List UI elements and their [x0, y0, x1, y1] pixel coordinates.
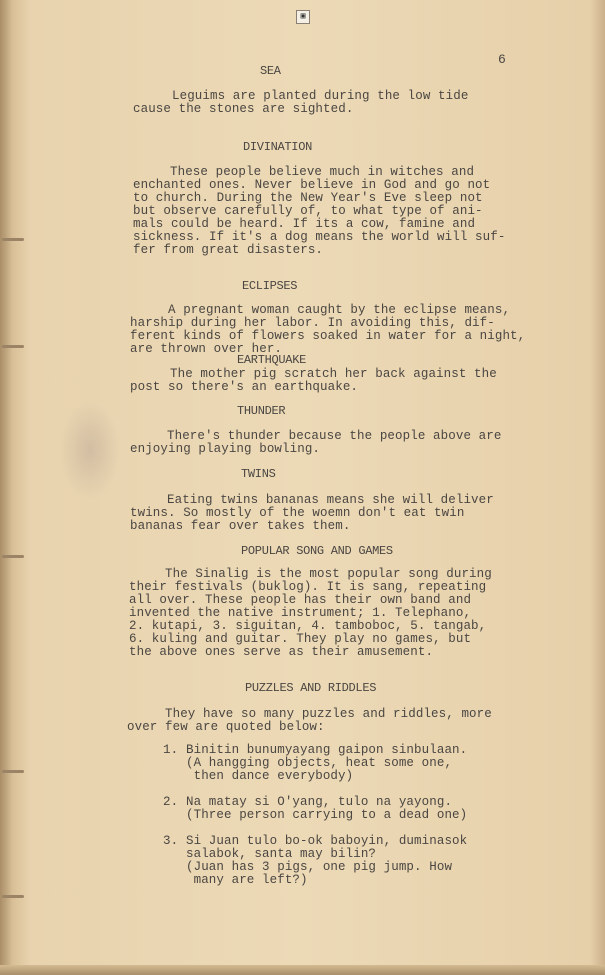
divination-line: to church. During the New Year's Eve sleep not [133, 191, 483, 205]
riddle-number: 2. [163, 795, 179, 809]
thunder-line: enjoying playing bowling. [130, 442, 321, 456]
popular-line: 2. kutapi, 3. siguitan, 4. tamboboc, 5. tangab, [129, 619, 487, 633]
riddle-line: (A hangging objects, heat some one, [186, 756, 453, 770]
eclipses-line: are thrown over her. [130, 342, 283, 356]
heading-earthquake: EARTHQUAKE [237, 353, 307, 367]
page-number: 6 [498, 52, 506, 67]
heading-divination: DIVINATION [243, 140, 313, 154]
thunder-line: There's thunder because the people above are [167, 429, 502, 443]
divination-line: These people believe much in witches and [170, 165, 475, 179]
eclipses-line: harship during her labor. In avoiding this, dif- [130, 316, 495, 330]
bottom-edge [0, 965, 605, 975]
riddle-line: Na matay si O'yang, tulo na yayong. [186, 795, 453, 809]
binding-mark [2, 895, 24, 898]
sea-line: Leguims are planted during the low tide [172, 89, 469, 103]
paper-stain [60, 400, 120, 500]
twins-line: bananas fear over takes them. [130, 519, 351, 533]
riddle-line: many are left?) [186, 873, 308, 887]
popular-line: the above ones serve as their amusement. [129, 645, 434, 659]
divination-line: enchanted ones. Never believe in God and go not [133, 178, 491, 192]
puzzles-line: They have so many puzzles and riddles, more [165, 707, 492, 721]
eclipses-line: ferent kinds of flowers soaked in water for a night, [130, 329, 526, 343]
riddle-number: 3. [163, 834, 179, 848]
riddle-line: (Juan has 3 pigs, one pig jump. How [186, 860, 453, 874]
riddle-line: (Three person carrying to a dead one) [186, 808, 468, 822]
binding-mark [2, 238, 24, 241]
riddle-line: Binitin bunumyayang gaipon sinbulaan. [186, 743, 468, 757]
binding-edge [0, 0, 12, 975]
divination-line: mals could be heard. If its a cow, famine and [133, 217, 476, 231]
earthquake-line: The mother pig scratch her back against the [170, 367, 497, 381]
heading-twins: TWINS [241, 467, 276, 481]
divination-line: fer from great disasters. [133, 243, 324, 257]
eclipses-line: A pregnant woman caught by the eclipse means, [168, 303, 511, 317]
heading-puzzles: PUZZLES AND RIDDLES [245, 681, 377, 695]
binding-mark [2, 555, 24, 558]
heading-sea: SEA [260, 64, 281, 78]
binding-mark [2, 345, 24, 348]
heading-popular-song: POPULAR SONG AND GAMES [241, 544, 393, 558]
earthquake-line: post so there's an earthquake. [130, 380, 359, 394]
popular-line: their festivals (buklog). It is sang, repeating [129, 580, 487, 594]
clip-icon: ▣ [296, 10, 310, 24]
twins-line: Eating twins bananas means she will deliver [167, 493, 494, 507]
popular-line: 6. kuling and guitar. They play no games, but [129, 632, 472, 646]
heading-thunder: THUNDER [237, 404, 286, 418]
binding-mark [2, 770, 24, 773]
heading-eclipses: ECLIPSES [242, 279, 298, 293]
puzzles-line: over few are quoted below: [127, 720, 325, 734]
sea-line: cause the stones are sighted. [133, 102, 354, 116]
divination-line: but observe carefully of, to what type of ani- [133, 204, 483, 218]
riddle-line: then dance everybody) [186, 769, 354, 783]
divination-line: sickness. If it's a dog means the world will suf- [133, 230, 506, 244]
popular-line: The Sinalig is the most popular song during [165, 567, 492, 581]
popular-line: all over. These people has their own band and [129, 593, 472, 607]
riddle-number: 1. [163, 743, 179, 757]
riddle-line: salabok, santa may bilin? [186, 847, 377, 861]
riddle-line: Si Juan tulo bo-ok baboyin, duminasok [186, 834, 468, 848]
twins-line: twins. So mostly of the woemn don't eat twin [130, 506, 465, 520]
popular-line: invented the native instrument; 1. Telephano, [129, 606, 472, 620]
